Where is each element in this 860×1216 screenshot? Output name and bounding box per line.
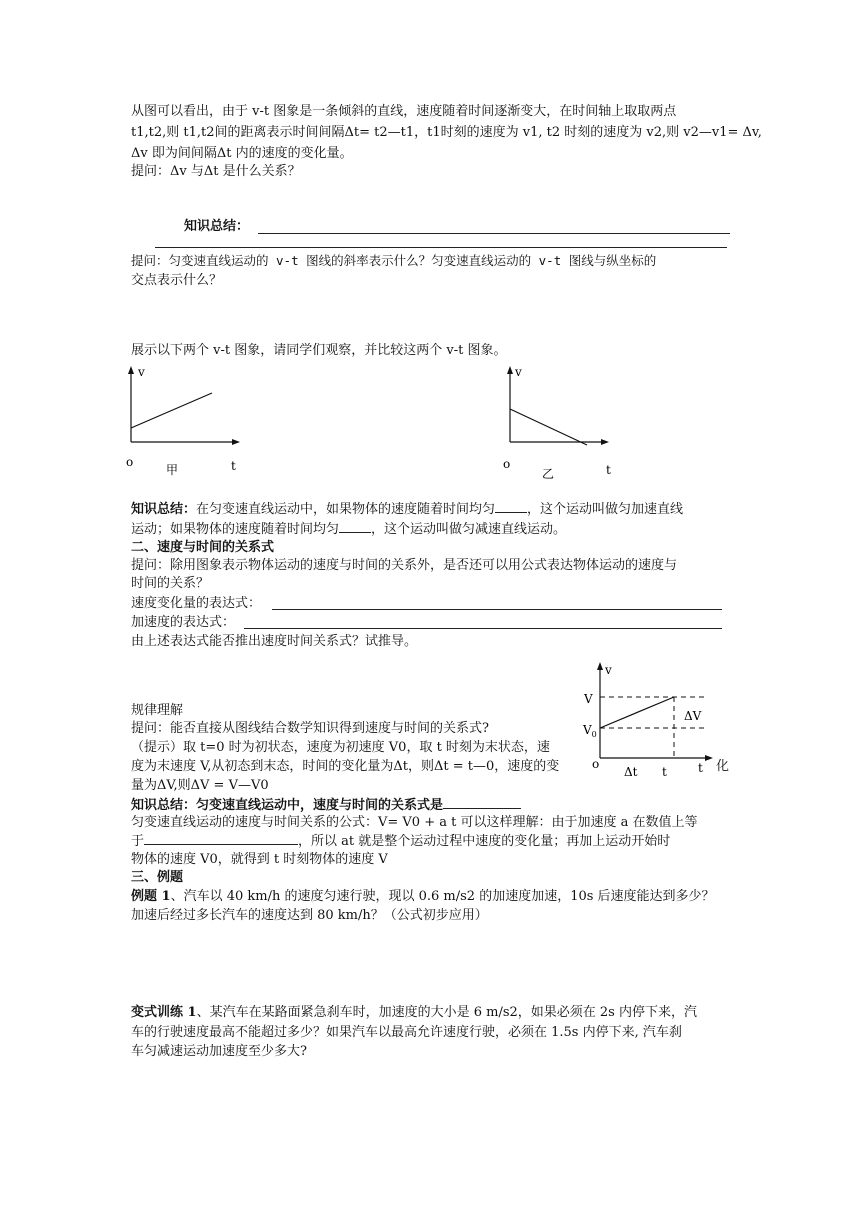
- example1-line1: [131, 888, 715, 906]
- summary3-exp3: 物体的速度 V0，就得到 t 时刻物体的速度 V: [131, 852, 388, 867]
- question2-line2: 交点表示什么？: [131, 273, 223, 288]
- summary2-text-a: 在匀变速直线运动中，如果物体的速度随着时间均匀: [196, 502, 496, 517]
- summary1-blank-line: [258, 233, 730, 234]
- variant-text1: 、某汽车在某路面紧急刹车时，加速度的大小是 6 m/s2，如果必须在 2s 内停下来，汽: [196, 1005, 697, 1020]
- summary3-exp2-a: 于: [131, 834, 145, 849]
- summary1-label: 知识总结：: [184, 219, 250, 234]
- graph-c-dt-label: Δt: [624, 765, 638, 779]
- graph-c-line: [600, 697, 674, 728]
- variant-line3: 车匀减速运动加速度至少多大?: [131, 1044, 307, 1059]
- summary2-line1: [131, 500, 683, 519]
- derive-text: 由上述表达式能否推出速度时间关系式？试推导。: [131, 634, 418, 649]
- variant-label: 变式训练 1: [131, 1005, 197, 1020]
- variant-line1: [131, 1004, 697, 1022]
- summary2-blank-1: [495, 500, 527, 513]
- section2-title: 二、速度与时间的关系式: [131, 540, 275, 555]
- summary3-exp1: 匀变速直线运动的速度与时间关系的公式：V= V0 + a t 可以这样理解：由于加速度 a 在数值上等: [131, 815, 698, 830]
- graph-a: [118, 364, 258, 479]
- graph-a-o-label: o: [126, 455, 134, 469]
- section2-q-line2: 时间的关系？: [131, 576, 210, 591]
- graph-a-x-arrow: [232, 439, 240, 445]
- summary3-text: 知识总结：匀变速直线运动中，速度与时间的关系式是: [131, 798, 444, 813]
- para1-line1: 从图可以看出，由于 v-t 图象是一条倾斜的直线，速度随着时间逐渐变大，在时间轴上取取两点: [131, 104, 677, 119]
- graph-b: [497, 364, 627, 482]
- rule-title: 规律理解: [131, 703, 184, 718]
- rule-question: 提问：能否直接从图线结合数学知识得到速度与时间的关系式?: [131, 721, 489, 736]
- para1-line3: Δv 即为间间隔Δt 内的速度的变化量。: [131, 146, 353, 161]
- graph-c-t-label: t: [662, 765, 667, 779]
- delta-v-blank: [272, 609, 722, 610]
- rule-hint3: 量为ΔV,则ΔV = V—V0: [131, 778, 269, 793]
- summary2-line2-b: ，这个运动叫做匀减速直线运动。: [371, 522, 567, 537]
- graph-b-v-label: v: [515, 365, 522, 379]
- rule-hint1: （提示）取 t=0 时为初状态，速度为初速度 V0，取 t 时刻为末状态，速: [131, 740, 550, 755]
- variant-line2: 车的行驶速度最高不能超过多少？如果汽车以最高允许速度行驶，必须在 1.5s 内停下来, 汽车刹: [131, 1025, 682, 1040]
- graph-a-t-label: t: [231, 459, 236, 473]
- accel-blank: [244, 628, 722, 629]
- graph-b-x-arrow: [601, 439, 609, 445]
- summary2-line2: [131, 520, 566, 539]
- graph-b-y-arrow: [507, 366, 513, 374]
- rule-hint2: 度为末速度 V,从初态到末态，时间的变化量为Δt，则Δt = t—0，速度的变: [131, 759, 560, 774]
- example1-line2: 加速后经过多长汽车的速度达到 80 km/h？（公式初步应用）: [131, 908, 488, 923]
- graph-c-dV-label: ΔV: [684, 709, 702, 723]
- summary2-blank-2: [339, 520, 371, 533]
- example1-label: 例题 1: [131, 889, 171, 904]
- section2-q-line1: 提问：除用图象表示物体运动的速度与时间的关系外，是否还可以用公式表达物体运动的速度与: [131, 558, 678, 573]
- example1-text: 、汽车以 40 km/h 的速度匀速行驶，现以 0.6 m/s2 的加速度加速，10s 后速度能达到多少？: [170, 889, 715, 904]
- summary1-blank-line-2: [155, 247, 727, 248]
- summary2-label: 知识总结：: [131, 502, 197, 517]
- graph-a-y-arrow: [128, 366, 134, 374]
- graph-c-V-label: V: [584, 692, 593, 706]
- graph-a-v-label: v: [138, 365, 145, 379]
- graph-c-x-arrow: [705, 755, 713, 761]
- graph-b-o-label: o: [503, 457, 511, 471]
- graph-a-line: [131, 393, 212, 428]
- graph-b-name: 乙: [542, 467, 555, 481]
- graph-c-o-label: o: [592, 757, 600, 771]
- graph-b-t-label: t: [606, 463, 611, 477]
- para1-line2: t1,t2,则 t1,t2间的距离表示时间间隔Δt= t2—t1，t1时刻的速度为 v1, t2 时刻的速度为 v2,则 v2—v1= Δv,: [131, 125, 762, 140]
- graph-c: [578, 660, 718, 785]
- show-graphs-text: 展示以下两个 v-t 图象，请同学们观察，并比较这两个 v-t 图象。: [131, 343, 507, 358]
- accel-label: 加速度的表达式：: [131, 615, 236, 630]
- summary3-exp2-b: ，所以 at 就是整个运动过程中速度的变化量；再加上运动开始时: [298, 834, 671, 849]
- section3-title: 三、例题: [131, 870, 184, 885]
- summary3-line: [131, 796, 521, 815]
- summary3-blank-2: [144, 832, 298, 845]
- summary2-line2-a: 运动；如果物体的速度随着时间均匀: [131, 522, 340, 537]
- graph-c-y-arrow: [597, 662, 603, 670]
- graph-c-V0-label: $V_0$: [583, 723, 597, 739]
- summary3-exp2: [131, 832, 670, 851]
- delta-v-label: 速度变化量的表达式：: [131, 596, 262, 611]
- summary3-blank: [443, 796, 521, 809]
- graph-c-t-axis-label: t: [698, 761, 703, 775]
- graph-c-v-label: v: [605, 663, 612, 677]
- question2-line1: 提问：匀变速直线运动的 v-t 图线的斜率表示什么？匀变速直线运动的 v-t 图线与纵坐标的: [131, 253, 657, 268]
- rule-hint2-tail: 化: [716, 759, 730, 774]
- para1-question: 提问：Δv 与Δt 是什么关系？: [131, 164, 301, 179]
- summary2-text-b: ，这个运动叫做匀加速直线: [527, 502, 684, 517]
- graph-b-line: [510, 409, 587, 445]
- graph-a-name: 甲: [166, 463, 179, 477]
